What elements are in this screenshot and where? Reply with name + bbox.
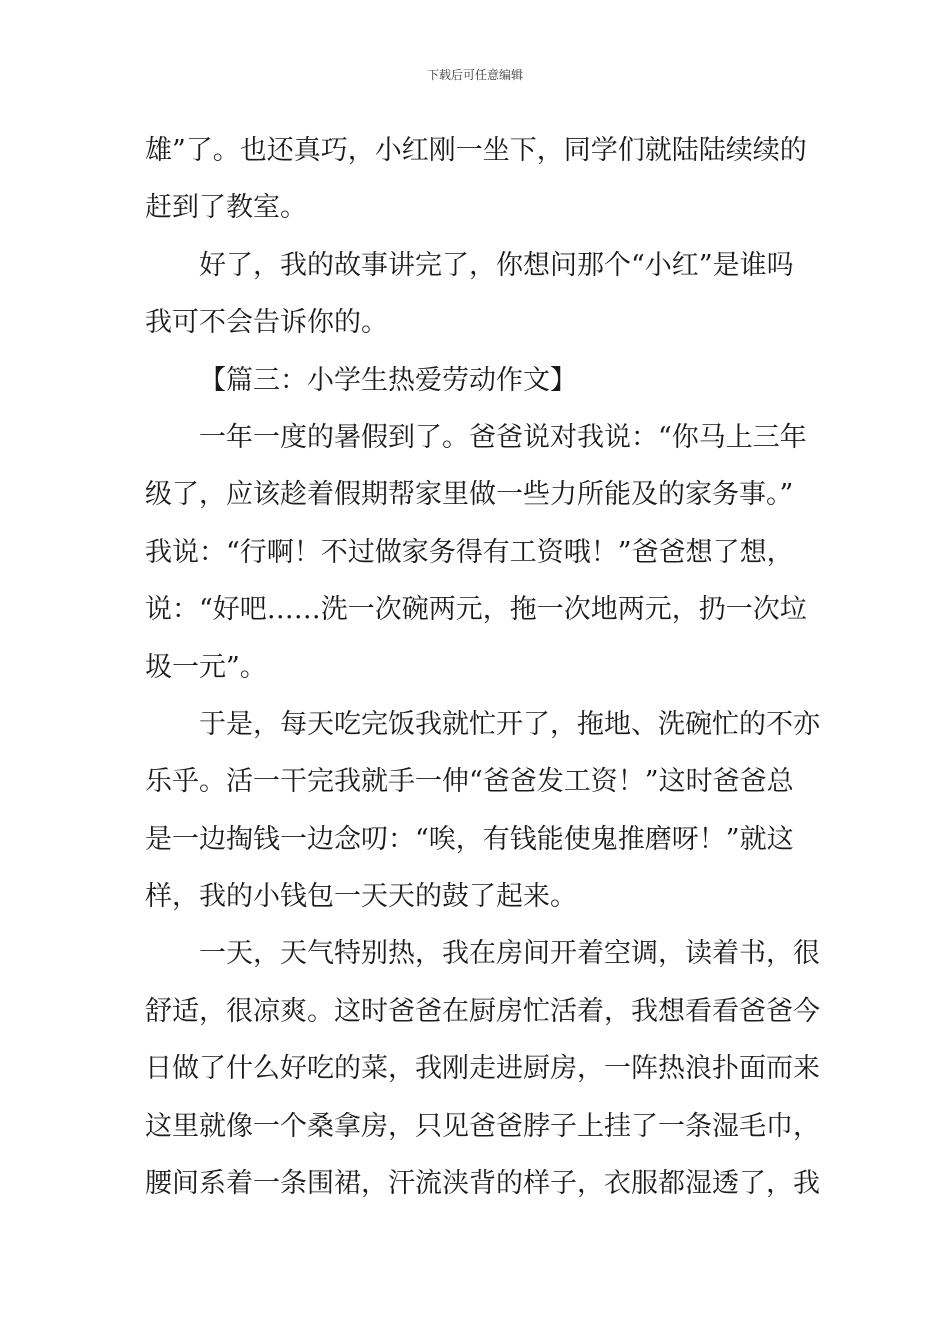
text-line: 赶到了教室。 [145, 192, 307, 224]
text-line: 说：“好吧……洗一次碗两元，拖一次地两元，扔一次垃 [145, 594, 807, 626]
text-line: 于是，每天吃完饭我就忙开了，拖地、洗碗忙的不亦 [199, 708, 820, 740]
text-line: 日做了什么好吃的菜，我刚走进厨房，一阵热浪扑面而来 [145, 1053, 820, 1085]
text-line: 样，我的小钱包一天天的鼓了起来。 [145, 881, 577, 913]
page-header-note: 下载后可任意编辑 [426, 68, 523, 82]
text-line: 是一边掏钱一边念叨：“唉，有钱能使鬼推磨呀！”就这 [145, 823, 794, 855]
text-line: 一天，天气特别热，我在房间开着空调，读着书，很 [199, 938, 820, 970]
body-text [145, 122, 820, 1212]
text-line: 我说：“行啊！不过做家务得有工资哦！”爸爸想了想， [145, 536, 794, 568]
text-line: 我可不会告诉你的。 [145, 307, 388, 339]
text-line: 舒适，很凉爽。这时爸爸在厨房忙活着，我想看看爸爸今 [145, 995, 820, 1027]
text-line: 这里就像一个桑拿房，只见爸爸脖子上挂了一条湿毛巾， [145, 1110, 820, 1142]
text-line: 一年一度的暑假到了。爸爸说对我说：“你马上三年 [199, 421, 807, 453]
text-line: 乐乎。活一干完我就手一伸“爸爸发工资！”这时爸爸总 [145, 766, 794, 798]
text-line: 腰间系着一条围裙，汗流浃背的样子，衣服都湿透了，我 [145, 1168, 820, 1200]
section-title: 【篇三：小学生热爱劳动作文】 [199, 364, 577, 396]
text-line: 级了，应该趁着假期帮家里做一些力所能及的家务事。” [145, 479, 794, 511]
text-line: 圾一元”。 [145, 651, 267, 683]
text-line: 好了，我的故事讲完了，你想问那个“小红”是谁吗 [199, 249, 794, 281]
text-line: 雄”了。也还真巧，小红刚一坐下，同学们就陆陆续续的 [145, 135, 807, 166]
